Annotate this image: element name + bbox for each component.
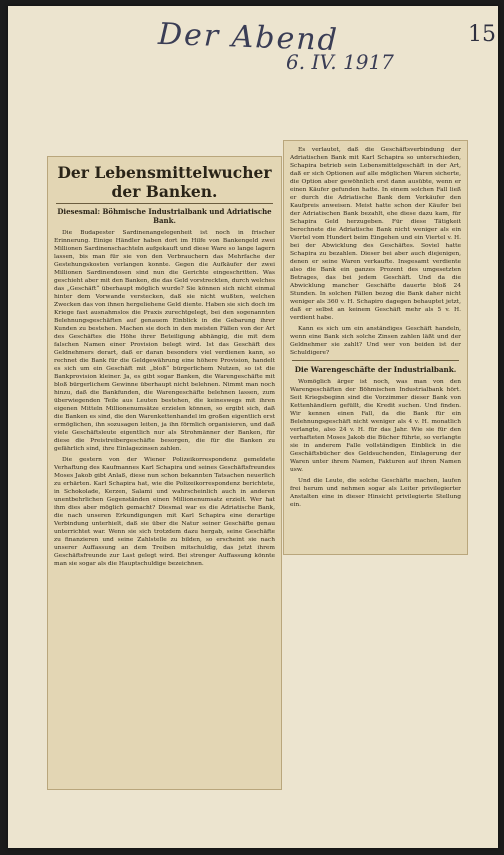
handwritten-newspaper-title: Der Abend [157, 16, 340, 59]
divider [56, 203, 273, 204]
article-headline: Der Lebensmittelwucher der Banken. [57, 163, 272, 201]
article-paragraph: Womöglich ärger ist noch, was man von den Warengeschäften der Böhmischen Industrialbank hört. Seit Kriegsbeginn sind die Vorzimmer dieser Bank von Kettenhändlern gefüllt, die Kredit suchen. Und finden. Wir kennen einen Fall, da die Bank für ein Belehnungsgeschäft nicht weniger als 4 v. H. monatlich verlangte, also 24 v. H. für das Jahr. Wie sie für den verhafteten Moses Jakob die Bücher führte, so verlangte sie in anderem Falle vollständigen Einblick in die Geschäftsbücher des Geldsuchenden, Einlagerung der Waren unter ihrem Namen, Fakturen auf ihren Namen usw. [290, 379, 461, 473]
article-paragraph: Die gestern von der Wiener Polizeikorrespondenz gemeldete Verhaftung des Kaufmannes Karl Schapira und seines Geschäftsfreundes Moses Jakob gibt Anlaß, diese nun schon bekannten Tatsachen neuerlich zu erhärten. Karl Schapira hat, wie die Polizeikorrespondenz berichtete, in Schokolade, Kerzen, Salami und wahrscheinlich auch in anderen unentbehrlichen Gegenständen einen Millionenumsatz erzielt. Wer hat ihm dies aber möglich gemacht? Diesmal war es die Adriatische Bank, die nach unseren Erkundigungen mit Karl Schapira eine derartige Verbindung unterhielt, daß sie über die Natur seiner Geschäfte genau unterrichtet war. Wenn sie sich trotzdem dazu hergab, seine Geschäfte zu finanzieren und seine Zahlstelle zu bilden, so erscheint sie nach unserer Auffassung an dem Treiben mitschuldig, das jetzt ihrem Geschäftsfreunde zur Last gelegt wird. Bei strenger Auffassung könnte man sie sogar als die Hauptschuldige bezeichnen. [54, 457, 275, 567]
article-paragraph: Die Budapester Sardinenangelegenheit ist noch in frischer Erinnerung. Einige Händler haben dort im Hilfe von Bankengeld zwei Millionen Sardinenschachteln aufgekauft und diese Ware so lange lagern lassen, bis man für sie von den Verbrauchern das Mehrfache der Gestehungskosten verlangen konnte. Gegen die Aufkäufer der zwei Millionen Sardinendosen sind nun die Gerichte eingeschritten. Was geschieht aber mit den Banken, die das Geld vorstreckten, durch welches das „Geschäft“ überhaupt möglich wurde? Sie können sich nicht einmal hinter dem Vorwande verstecken, daß sie nicht wußten, welchen Zwecken das von ihnen hergeliehene Geld diente. Haben sie sich doch im Kriege fast ausnahmslos die Praxis zurechtgelegt, bei den sogenannten Belehnungsgeschäften auf genauem Einblick in die Gebarung ihrer Kunden zu bestehen. Machen sie doch in den meisten Fällen von der Art des Geschäftes die Höhe ihrer Beteiligung abhängig, die mit dem falschen Namen einer Provision belegt wird. Ist das Geschäft des Geldnehmers derart, daß er daran besonders viel verdienen kann, so rechnet die Bank für die Geldgewährung eine höhere Provision, handelt es sich um ein Geschäft mit „bloß“ bürgerlichem Nutzen, so ist die Bankprovision kleiner. Ja, es gibt sogar Banken, die Warengeschäfte mit bloß bürgerlichem Gewinne überhaupt nicht belehnen. Nimmt man noch hinzu, daß die Bankfunden, die Warengeschäfte belehnen lassen, zum überwiegenden Teile aus Leuten bestehen, die keineswegs mit ihren eigenen Mitteln Millionenumsätze erzielen können, so ergibt sich, daß die Banken es sind, die den Warenkettenhandel im großen eigentlich erst ermöglichen, ihn sozusagen leiten, ja ihn förmlich organisieren, und daß viele Geschäftsleute eigentlich nur als Strohmänner der Banken, für diese die Preistreibergeschäfte besorgen, die für die Banken zu gefährlich sind, ihre Einlagezinsen zahlen. [54, 230, 276, 452]
article-paragraph: Kann es sich um ein anständiges Geschäft handeln, wenn eine Bank sich solche Zinsen zahlen läßt und der Geldnehmer sie zahlt? Und wer von beiden ist der Schuldigere? [290, 326, 461, 356]
article-paragraph: Und die Leute, die solche Geschäfte machen, laufen frei herum und nehmen sogar als Leiter privilegierter Anstalten eine in dieser Hinsicht privilegierte Stellung ein. [290, 478, 461, 508]
divider [292, 360, 459, 361]
article-paragraph: Es verlautet, daß die Geschäftsverbindung der Adriatischen Bank mit Karl Schapira so unterschieden, Schapira betrieb sein Lebensmittelgeschäft in der Art, daß er sich Optionen auf alle möglichen Waren sicherte, die Option aber gewöhnlich erst dann ausübte, wenn er einen Käufer gefunden hatte. In einem solchen Fall ließ er durch die Adriatische Bank dem Verkäufer den Kaufpreis anweisen. Meist hatte schon der Käufer bei der Adriatischen Bank bezahlt, ehe diese dazu kam, für Schapira Geld herzugeben. Für diese Tätigkeit berechnete die Adriatische Bank nicht weniger als ein Viertel vom Hundert beim Eingehen und ein Viertel v. H. bei der Abwicklung des Geschäftes. Soviel hatte Schapira zu bezahlen. Dieser bei aber auch diejenigen, denen er seine Waren verkaufte. Insgesamt verdiente also die Bank ein ganzes Prozent des umgesetzten Betrages, das bei jedem Geschäft. Und da die Abwicklung mancher Geschäfte dauerte bloß 24 Stunden. In solchen Fällen bezog die Bank daher nicht weniger als 360 v. H. Schapiro dagegen behauptet jetzt, daß er selbst an keinem Geschäft mehr als 5 v. H. verdient habe. [290, 147, 461, 321]
handwritten-date: 6. IV. 1917 [286, 50, 394, 74]
newspaper-clipping-right [283, 140, 468, 555]
section-heading: Die Warengeschäfte der Industrialbank. [294, 365, 457, 374]
page-number: 15 [468, 22, 496, 47]
article-subheadline: Diesesmal: Böhmische Industrialbank und Adriatische Bank. [57, 207, 272, 225]
newspaper-clipping-left [47, 156, 282, 790]
